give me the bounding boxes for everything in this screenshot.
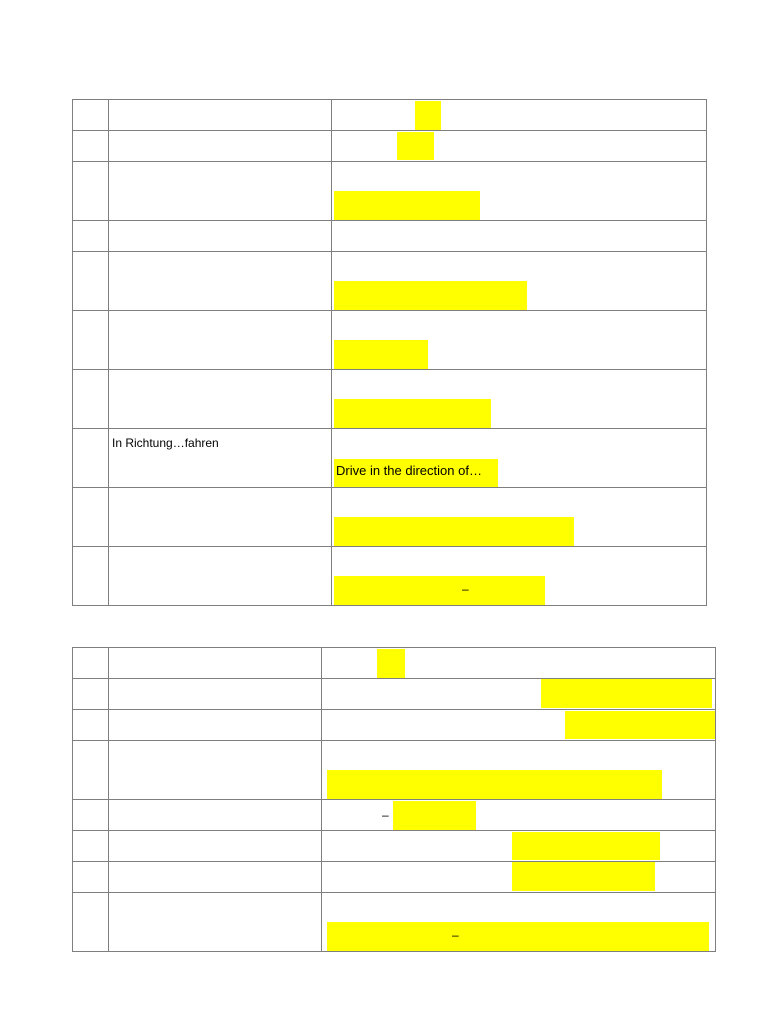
german-cell: [109, 831, 322, 862]
english-cell: [332, 162, 707, 221]
number-cell: [73, 547, 109, 606]
english-cell: [332, 488, 707, 547]
highlight-block: [334, 517, 574, 546]
german-cell: [109, 547, 332, 606]
number-cell: [73, 679, 109, 710]
english-cell: [332, 429, 707, 488]
highlight-block: [334, 340, 428, 369]
table-row: [73, 547, 707, 606]
table-row: [73, 221, 707, 252]
english-cell: [322, 893, 716, 952]
table-row: [73, 800, 716, 831]
number-cell: [73, 131, 109, 162]
table-row: [73, 862, 716, 893]
table-row: [73, 100, 707, 131]
german-phrase: In Richtung…fahren: [112, 436, 219, 450]
highlight-block: [512, 832, 660, 860]
dash-mark: –: [382, 808, 389, 822]
number-cell: [73, 831, 109, 862]
english-cell: [332, 370, 707, 429]
english-cell: [332, 311, 707, 370]
english-cell: [332, 547, 707, 606]
table-row: [73, 429, 707, 488]
table-row: [73, 370, 707, 429]
german-cell: [109, 221, 332, 252]
table-row: [73, 311, 707, 370]
number-cell: [73, 648, 109, 679]
english-phrase: Drive in the direction of…: [336, 463, 482, 478]
dash-mark: –: [462, 582, 469, 596]
table-row: [73, 710, 716, 741]
number-cell: [73, 893, 109, 952]
english-cell: [322, 648, 716, 679]
german-cell: [109, 370, 332, 429]
english-cell: [332, 131, 707, 162]
highlight-block: [334, 281, 527, 310]
table-row: [73, 131, 707, 162]
number-cell: [73, 741, 109, 800]
german-cell: [109, 648, 322, 679]
german-cell: [109, 488, 332, 547]
dash-mark: –: [452, 928, 459, 942]
english-cell: [322, 679, 716, 710]
german-cell: [109, 100, 332, 131]
table-row: [73, 831, 716, 862]
english-cell: [332, 252, 707, 311]
highlight-block: [397, 132, 434, 160]
highlight-block: [393, 801, 476, 830]
english-cell: [332, 100, 707, 131]
number-cell: [73, 100, 109, 131]
table-row: [73, 488, 707, 547]
english-cell: [322, 800, 716, 831]
table-row: [73, 679, 716, 710]
table-row: [73, 252, 707, 311]
german-cell: [109, 131, 332, 162]
table-row: [73, 648, 716, 679]
table-row: [73, 893, 716, 952]
highlight-block: [377, 649, 405, 678]
highlight-block: [541, 679, 712, 708]
german-cell: [109, 162, 332, 221]
highlight-block: [334, 399, 491, 428]
number-cell: [73, 221, 109, 252]
english-cell: [322, 710, 716, 741]
german-cell: [109, 741, 322, 800]
german-cell: [109, 252, 332, 311]
vocabulary-table-1: [72, 99, 707, 606]
german-cell: [109, 311, 332, 370]
german-cell: [109, 429, 332, 488]
english-cell: [332, 221, 707, 252]
highlight-block: [334, 576, 545, 605]
highlight-block: [415, 101, 441, 130]
number-cell: [73, 862, 109, 893]
number-cell: [73, 488, 109, 547]
highlight-block: [327, 770, 662, 799]
german-cell: [109, 679, 322, 710]
german-cell: [109, 862, 322, 893]
number-cell: [73, 162, 109, 221]
number-cell: [73, 710, 109, 741]
table-row: [73, 162, 707, 221]
number-cell: [73, 429, 109, 488]
number-cell: [73, 311, 109, 370]
german-cell: [109, 800, 322, 831]
english-cell: [322, 862, 716, 893]
number-cell: [73, 800, 109, 831]
english-cell: [322, 741, 716, 800]
german-cell: [109, 710, 322, 741]
highlight-block: [334, 191, 480, 220]
highlight-block: [512, 862, 655, 891]
table-row: [73, 741, 716, 800]
highlight-block: [327, 922, 709, 951]
highlight-block: [565, 711, 715, 739]
vocabulary-table-2: [72, 647, 716, 952]
english-cell: [322, 831, 716, 862]
number-cell: [73, 252, 109, 311]
highlight-block: [334, 459, 498, 487]
number-cell: [73, 370, 109, 429]
german-cell: [109, 893, 322, 952]
